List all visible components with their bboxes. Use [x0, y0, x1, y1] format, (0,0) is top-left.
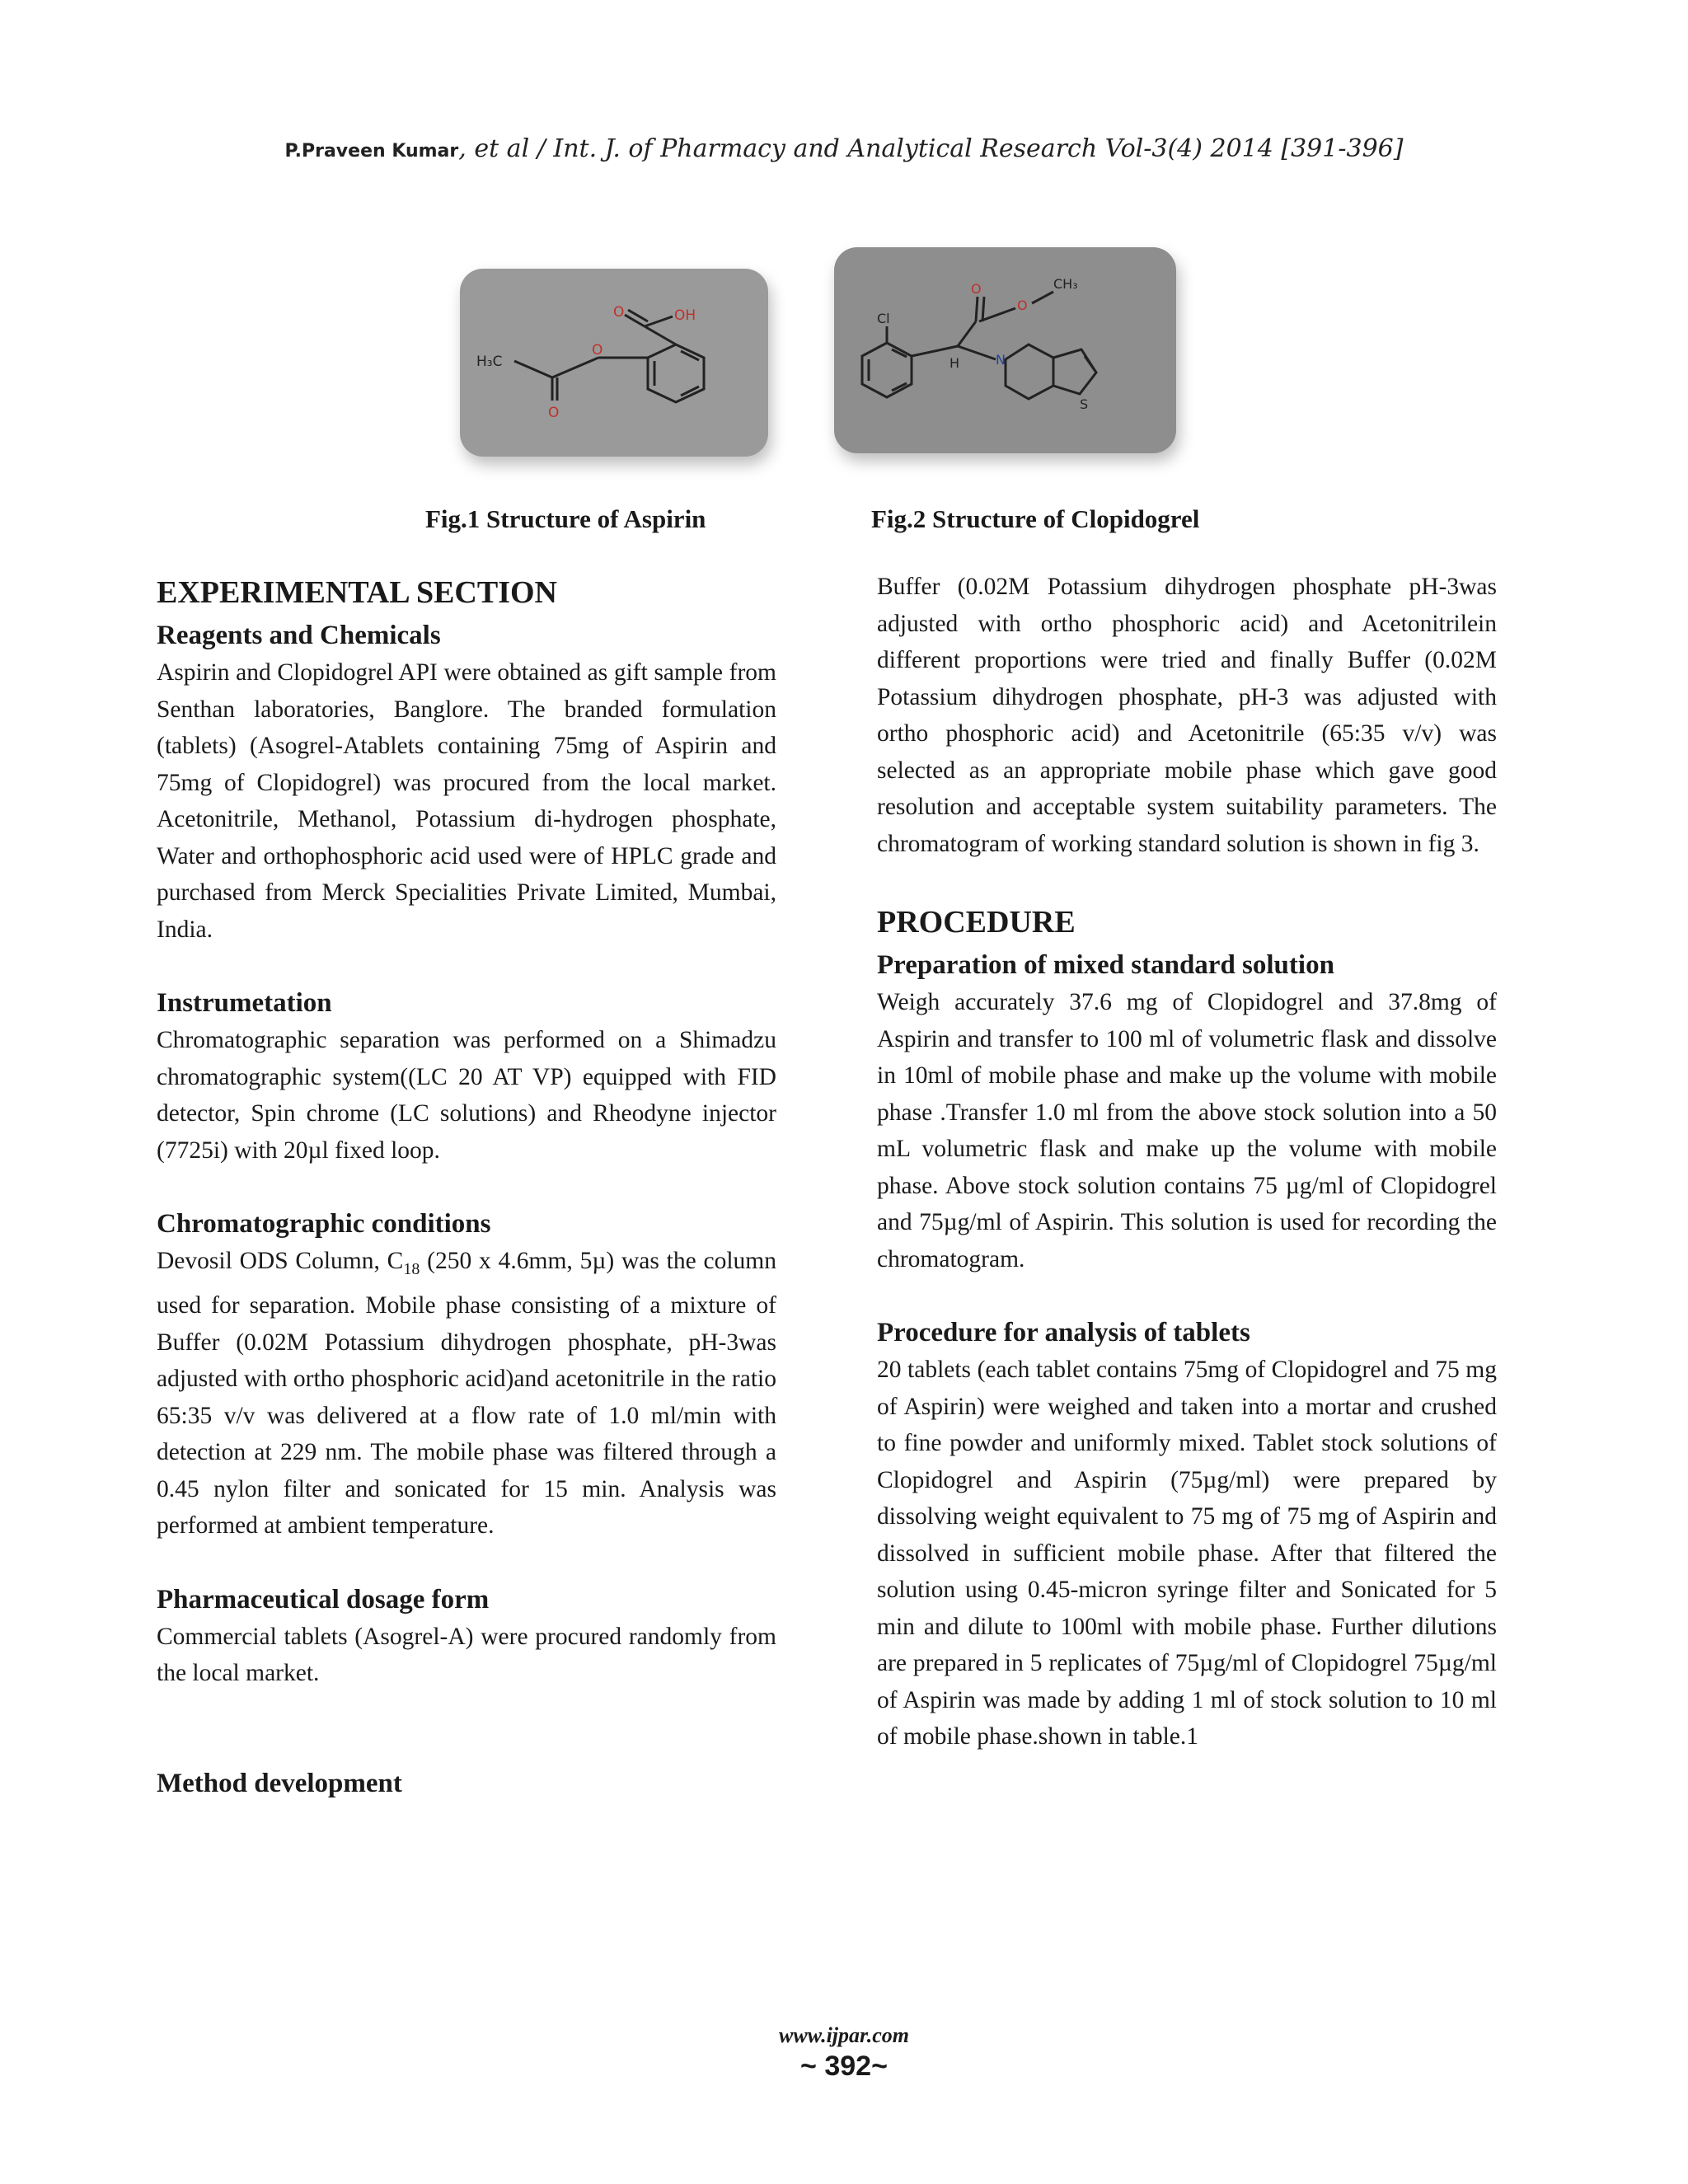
conditions-text-part-b: (250 x 4.6mm, 5µ) was the column used for separation. Mobile phase consisting of a mixture of Buffer (0.02M Potassium dihydrogen phosphate, pH-3was adjusted with ortho phosphoric acid)and acetonitrile in the ratio 65:35 v/v was delivered at a flow rate of 1.0 ml/min with detection at 229 nm. The mobile phase was filtered through a 0.45 nylon filter and sonicated for 15 min. Analysis was performed at ambient temperature. — [157, 1248, 776, 1540]
running-head-journal: , et al / Int. J. of Pharmacy and Analytical Research Vol-3(4) 2014 [391-396] — [458, 134, 1404, 163]
aspirin-carboxyl-bond — [645, 326, 676, 344]
clopidogrel-label-o-top: O — [971, 281, 982, 297]
instrumentation-text: Chromatographic separation was performed on a Shimadzu chromatographic system((LC 20 AT VP) equipped with FID detector, Spin chrome (LC solutions) and Rheodyne injector (7725i) with 20µl fixed loop. — [157, 1027, 776, 1164]
aspirin-hydroxyl-bond — [645, 316, 673, 326]
figure-2-caption: Fig.2 Structure of Clopidogrel — [871, 504, 1200, 533]
conditions-subscript: 18 — [403, 1259, 420, 1278]
page-number: ~ 392~ — [800, 2050, 888, 2082]
running-head — [0, 134, 1688, 163]
aspirin-label-oh: OH — [674, 307, 696, 324]
clopidogrel-thiophene-ring — [1053, 349, 1096, 394]
experimental-section-title: EXPERIMENTAL SECTION — [157, 575, 558, 610]
left-column — [157, 569, 776, 1802]
aspirin-benzene-ring — [648, 344, 704, 402]
clopidogrel-structure-drawing — [834, 247, 1176, 453]
aspirin-label-h3c: H₃C — [476, 354, 503, 370]
clopidogrel-label-s: S — [1080, 396, 1089, 412]
procedure-title: PROCEDURE — [877, 905, 1076, 940]
method-development-heading: Method development — [157, 1768, 402, 1798]
conditions-heading: Chromatographic conditions — [157, 1209, 491, 1239]
clopidogrel-thiophene-double-bond — [1085, 356, 1096, 373]
right-column — [877, 569, 1497, 1755]
reagents-text: Aspirin and Clopidogrel API were obtained as gift sample from Senthan laboratories, Banglore. The branded formulation (tablets) (Asogrel-Atablets containing 75mg of Aspirin and 75mg of Clopidogrel) was procured from the local market. Acetonitrile, Methanol, Potassium di-hydrogen phosphate, Water and orthophosphoric acid used were of HPLC grade and purchased from Merck Specialities Private Limited, Mumbai, India. — [157, 659, 776, 943]
clopidogrel-label-cl: Cl — [877, 311, 890, 326]
clopidogrel-ester-o-bond — [979, 308, 1015, 321]
clopidogrel-carbonyl — [982, 297, 984, 321]
conditions-text-part-a: Devosil ODS Column, C — [157, 1248, 404, 1274]
tablets-analysis-text: 20 tablets (each tablet contains 75mg of Clopidogrel and 75 mg of Aspirin) were weighed and taken into a mortar and crushed to fine powder and uniformly mixed. Tablet stock solutions of Clopidogrel and Aspirin (75µg/ml) were prepared by dissolving weight equivalent to 75 mg of 75 mg of Aspirin and dissolved in sufficient mobile phase. After that filtered the solution using 0.45-micron syringe filter and Sonicated for 5 min and dilute to 100ml with mobile phase. Further dilutions are prepared in 5 replicates of 75µg/ml of Clopidogrel 75µg/ml of Aspirin was made by adding 1 ml of stock solution to 10 ml of mobile phase.shown in table.1 — [877, 1357, 1497, 1750]
clopidogrel-n-bond — [958, 346, 996, 359]
clopidogrel-ester-bond — [958, 321, 976, 346]
mixed-standard-text: Weigh accurately 37.6 mg of Clopidogrel and 37.8mg of Aspirin and transfer to 100 ml of volumetric flask and dissolve in 10ml of mobile phase and make up the volume with mobile phase .Transfer 1.0 ml from the above stock solution into a 50 mL volumetric flask and make up the volume with mobile phase. Above stock solution contains 75 µg/ml of Clopidogrel and 75µg/ml of Aspirin. This solution is used for recording the chromatogram. — [877, 989, 1497, 1272]
mixed-standard-heading: Preparation of mixed standard solution — [877, 950, 1334, 980]
clopidogrel-carbonyl — [976, 297, 978, 321]
clopidogrel-piperidine-ring — [1006, 344, 1053, 399]
aspirin-ester-bond — [552, 358, 598, 377]
aspirin-structure-drawing — [460, 269, 768, 457]
clopidogrel-label-ch3: CH₃ — [1053, 276, 1078, 292]
tablets-analysis-heading: Procedure for analysis of tablets — [877, 1318, 1250, 1347]
clopidogrel-label-n: N — [996, 352, 1006, 368]
clopidogrel-label-h: H — [950, 355, 960, 371]
dosage-heading: Pharmaceutical dosage form — [157, 1584, 490, 1615]
aspirin-structure-figure — [460, 269, 768, 457]
running-head-author: P.Praveen Kumar — [284, 141, 459, 162]
mobile-phase-text: Buffer (0.02M Potassium dihydrogen phosphate pH-3was adjusted with ortho phosphoric acid) and Acetonitrilein different proportions were tried and finally Buffer (0.02M Potassium dihydrogen phosphate, pH-3 was adjusted with ortho phosphoric acid) and Acetonitrile (65:35 v/v) was selected as an appropriate mobile phase which gave good resolution and acceptable system suitability parameters. The chromatogram of working standard solution is shown in fig 3. — [877, 574, 1497, 857]
footer-url: www.ijpar.com — [779, 2023, 909, 2047]
dosage-text: Commercial tablets (Asogrel-A) were procured randomly from the local market. — [157, 1623, 776, 1687]
figure-1-caption: Fig.1 Structure of Aspirin — [425, 504, 706, 533]
aspirin-label-o-ester: O — [592, 342, 603, 359]
aspirin-label-o-top: O — [613, 304, 625, 321]
aspirin-methyl-bond — [514, 361, 552, 377]
reagents-heading: Reagents and Chemicals — [157, 621, 441, 650]
instrumentation-heading: Instrumetation — [157, 988, 332, 1018]
clopidogrel-structure-figure — [834, 247, 1176, 453]
clopidogrel-methyl-bond — [1032, 292, 1053, 303]
aspirin-label-o-carbonyl: O — [548, 405, 560, 421]
conditions-text — [157, 1243, 776, 1544]
clopidogrel-label-o-ester: O — [1017, 298, 1028, 313]
